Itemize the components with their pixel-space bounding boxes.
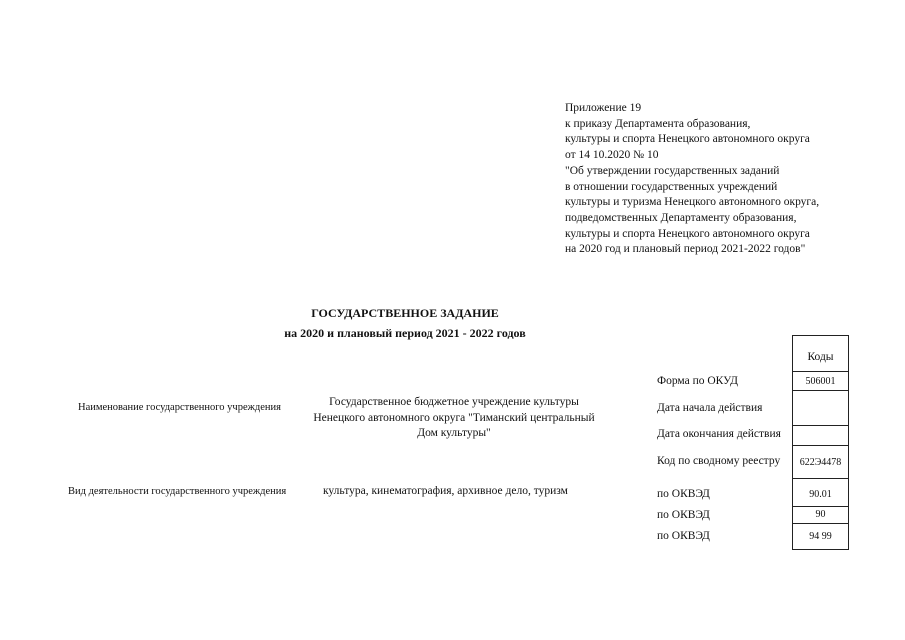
okved-label-1: по ОКВЭД bbox=[657, 488, 710, 500]
activity-value: культура, кинематография, архивное дело, туризм bbox=[323, 485, 568, 497]
okved-label-2: по ОКВЭД bbox=[657, 509, 710, 521]
annex-line: "Об утверждении государственных заданий bbox=[565, 164, 780, 177]
okud-label: Форма по ОКУД bbox=[657, 375, 738, 387]
registry-code-label: Код по сводному реестру bbox=[657, 455, 781, 467]
institution-label: Наименование государственного учреждения bbox=[78, 402, 281, 413]
end-date-label: Дата окончания действия bbox=[657, 428, 781, 440]
document-subtitle: на 2020 и плановый период 2021 - 2022 годов bbox=[284, 326, 526, 340]
annex-line: подведомственных Департаменту образования, bbox=[565, 211, 797, 224]
okved-label-3: по ОКВЭД bbox=[657, 530, 710, 542]
okved-code-3: 94 99 bbox=[809, 531, 832, 542]
annex-line: в отношении государственных учреждений bbox=[565, 180, 778, 193]
document-title: ГОСУДАРСТВЕННОЕ ЗАДАНИЕ bbox=[311, 306, 499, 320]
institution-name bbox=[296, 395, 612, 442]
start-date-label: Дата начала действия bbox=[657, 402, 763, 414]
annex-header bbox=[565, 101, 885, 258]
annex-line: культуры и туризма Ненецкого автономного округа, bbox=[565, 196, 820, 209]
table-divider bbox=[792, 371, 849, 372]
institution-name-line: Ненецкого автономного округа "Тиманский центральный bbox=[313, 411, 595, 424]
annex-line: культуры и спорта Ненецкого автономного округа bbox=[565, 227, 810, 240]
annex-line: культуры и спорта Ненецкого автономного округа bbox=[565, 133, 810, 146]
okved-code-2: 90 bbox=[815, 509, 826, 520]
okved-code-1: 90.01 bbox=[809, 489, 832, 500]
annex-line: на 2020 год и плановый период 2021-2022 годов" bbox=[565, 243, 806, 256]
annex-line: от 14 10.2020 № 10 bbox=[565, 149, 659, 162]
table-divider bbox=[792, 390, 849, 391]
registry-code: 622Э4478 bbox=[799, 457, 842, 468]
codes-header: Коды bbox=[807, 351, 834, 363]
annex-line: Приложение 19 bbox=[565, 102, 642, 114]
okud-code: 506001 bbox=[805, 376, 836, 387]
annex-line: к приказу Департамента образования, bbox=[565, 117, 751, 130]
table-divider bbox=[792, 425, 849, 426]
table-divider bbox=[792, 478, 849, 479]
institution-name-line: Государственное бюджетное учреждение культуры bbox=[329, 396, 579, 408]
activity-label: Вид деятельности государственного учреждения bbox=[68, 486, 287, 497]
table-divider bbox=[792, 445, 849, 446]
institution-name-line: Дом культуры" bbox=[417, 427, 491, 439]
table-divider bbox=[792, 506, 849, 507]
table-divider bbox=[792, 523, 849, 524]
